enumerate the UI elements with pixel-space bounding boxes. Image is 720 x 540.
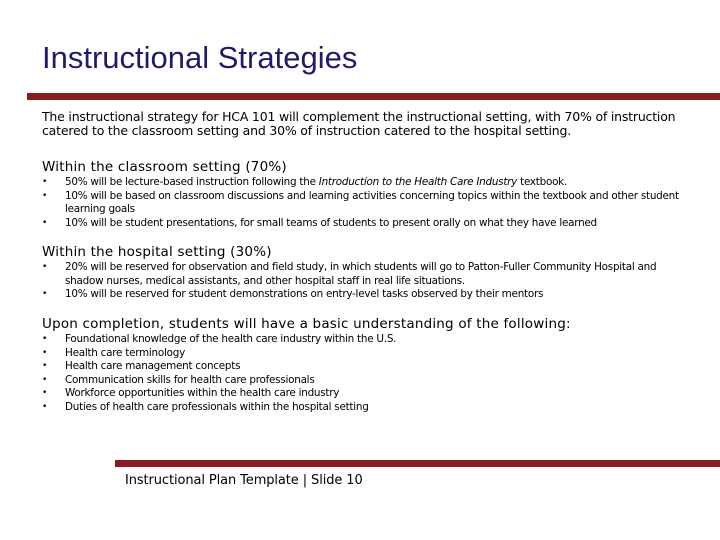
list-item: • 10% will be reserved for student demonstrations on entry-level tasks observed by their mentors: [42, 288, 682, 302]
list-item: • Workforce opportunities within the health care industry: [42, 387, 682, 401]
list-item: • Health care management concepts: [42, 360, 682, 374]
section-heading-outcomes: Upon completion, students will have a basic understanding of the following:: [42, 316, 571, 332]
list-item: • Communication skills for health care professionals: [42, 374, 682, 388]
list-item: • 10% will be based on classroom discussions and learning activities concerning topics within the textbook and other student learning goals: [42, 190, 682, 217]
outcomes-bullet-list: [42, 333, 682, 415]
textbook-title: Introduction to the Health Care Industry: [318, 176, 518, 188]
list-item: • Health care terminology: [42, 347, 682, 361]
slide-title: Instructional Strategies: [42, 40, 358, 75]
section-heading-hospital: Within the hospital setting (30%): [42, 244, 272, 260]
hospital-bullet-list: [42, 261, 682, 302]
list-item: • 20% will be reserved for observation and field study, in which students will go to Patton-Fuller Community Hospital and shadow nurses, medical assistants, and other hospital staff in real life situations.: [42, 261, 682, 288]
intro-paragraph: The instructional strategy for HCA 101 will complement the instructional setting, with 70% of instruction catered to the classroom setting and 30% of instruction catered to the hospital setting.: [42, 109, 676, 138]
slide-footer: Instructional Plan Template | Slide 10: [125, 473, 363, 488]
classroom-bullet-list: [42, 176, 682, 230]
top-divider: [27, 93, 720, 100]
list-item: • 50% will be lecture-based instruction following the Introduction to the Health Care Industry textbook.: [42, 176, 682, 190]
list-item: • Foundational knowledge of the health care industry within the U.S.: [42, 333, 682, 347]
bottom-divider: [115, 460, 720, 467]
section-heading-classroom: Within the classroom setting (70%): [42, 159, 287, 175]
list-item: • Duties of health care professionals within the hospital setting: [42, 401, 682, 415]
list-item: • 10% will be student presentations, for small teams of students to present orally on what they have learned: [42, 217, 682, 231]
